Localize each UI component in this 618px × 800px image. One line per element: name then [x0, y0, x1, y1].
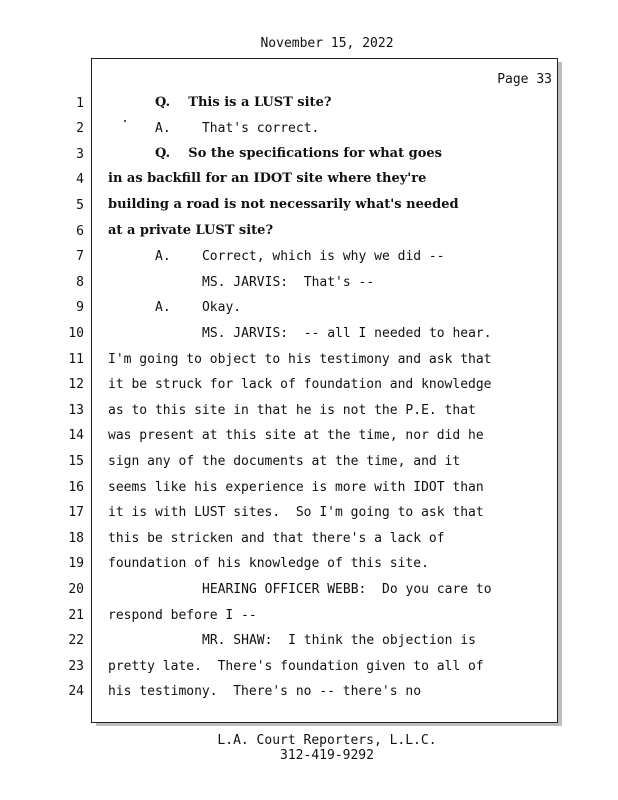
transcript-line: in as backfill for an IDOT site where they're	[108, 171, 427, 186]
line-number: 9	[76, 300, 84, 315]
line-number: 16	[68, 480, 84, 495]
stray-mark	[124, 120, 126, 122]
transcript-line: building a road is not necessarily what's needed	[108, 197, 459, 212]
line-number: 22	[68, 633, 84, 648]
line-number: 13	[68, 403, 84, 418]
transcript-line: seems like his experience is more with IDOT than	[108, 480, 484, 495]
line-number: 4	[76, 172, 84, 187]
transcript-line: A. That's correct.	[155, 121, 320, 136]
line-number: 7	[76, 249, 84, 264]
transcript-line: HEARING OFFICER WEBB: Do you care to	[202, 582, 492, 597]
line-number: 23	[68, 659, 84, 674]
line-number: 14	[68, 428, 84, 443]
transcript-line: it is with LUST sites. So I'm going to ask that	[108, 505, 484, 520]
transcript-line: this be stricken and that there's a lack of	[108, 531, 445, 546]
line-number: 19	[68, 556, 84, 571]
transcript-line: MR. SHAW: I think the objection is	[202, 633, 476, 648]
line-number: 20	[68, 582, 84, 597]
transcript-line: sign any of the documents at the time, and it	[108, 454, 461, 469]
line-number: 18	[68, 531, 84, 546]
footer-firm-name: L.A. Court Reporters, L.L.C.	[217, 733, 437, 748]
transcript-line: foundation of his knowledge of this site.	[108, 556, 429, 571]
transcript-line: at a private LUST site?	[108, 223, 274, 238]
transcript-line: was present at this site at the time, nor did he	[108, 428, 484, 443]
transcript-line: Q. This is a LUST site?	[155, 95, 332, 110]
line-number: 1	[76, 96, 84, 111]
transcript-line: as to this site in that he is not the P.E. that	[108, 403, 476, 418]
line-number: 24	[68, 684, 84, 699]
line-number: 21	[68, 608, 84, 623]
line-number: 10	[68, 326, 84, 341]
line-number: 8	[76, 275, 84, 290]
line-number: 3	[76, 147, 84, 162]
transcript-line: A. Okay.	[155, 300, 242, 315]
transcript-line: I'm going to object to his testimony and ask that	[108, 352, 492, 367]
transcript-line: Q. So the specifications for what goes	[155, 146, 442, 161]
page-number: Page 33	[497, 72, 552, 87]
transcript-line: respond before I --	[108, 608, 257, 623]
footer-phone: 312-419-9292	[280, 748, 374, 763]
line-number: 15	[68, 454, 84, 469]
line-number: 5	[76, 198, 84, 213]
transcript-line: MS. JARVIS: That's --	[202, 275, 375, 290]
transcript-line: MS. JARVIS: -- all I needed to hear.	[202, 326, 492, 341]
transcript-line: his testimony. There's no -- there's no	[108, 684, 422, 699]
header-date: November 15, 2022	[260, 36, 394, 51]
line-number: 2	[76, 121, 84, 136]
transcript-line: pretty late. There's foundation given to all of	[108, 659, 484, 674]
transcript-line: A. Correct, which is why we did --	[155, 249, 445, 264]
line-number: 17	[68, 505, 84, 520]
line-number: 12	[68, 377, 84, 392]
transcript-line: it be struck for lack of foundation and knowledge	[108, 377, 492, 392]
line-number: 11	[68, 352, 84, 367]
line-number: 6	[76, 224, 84, 239]
